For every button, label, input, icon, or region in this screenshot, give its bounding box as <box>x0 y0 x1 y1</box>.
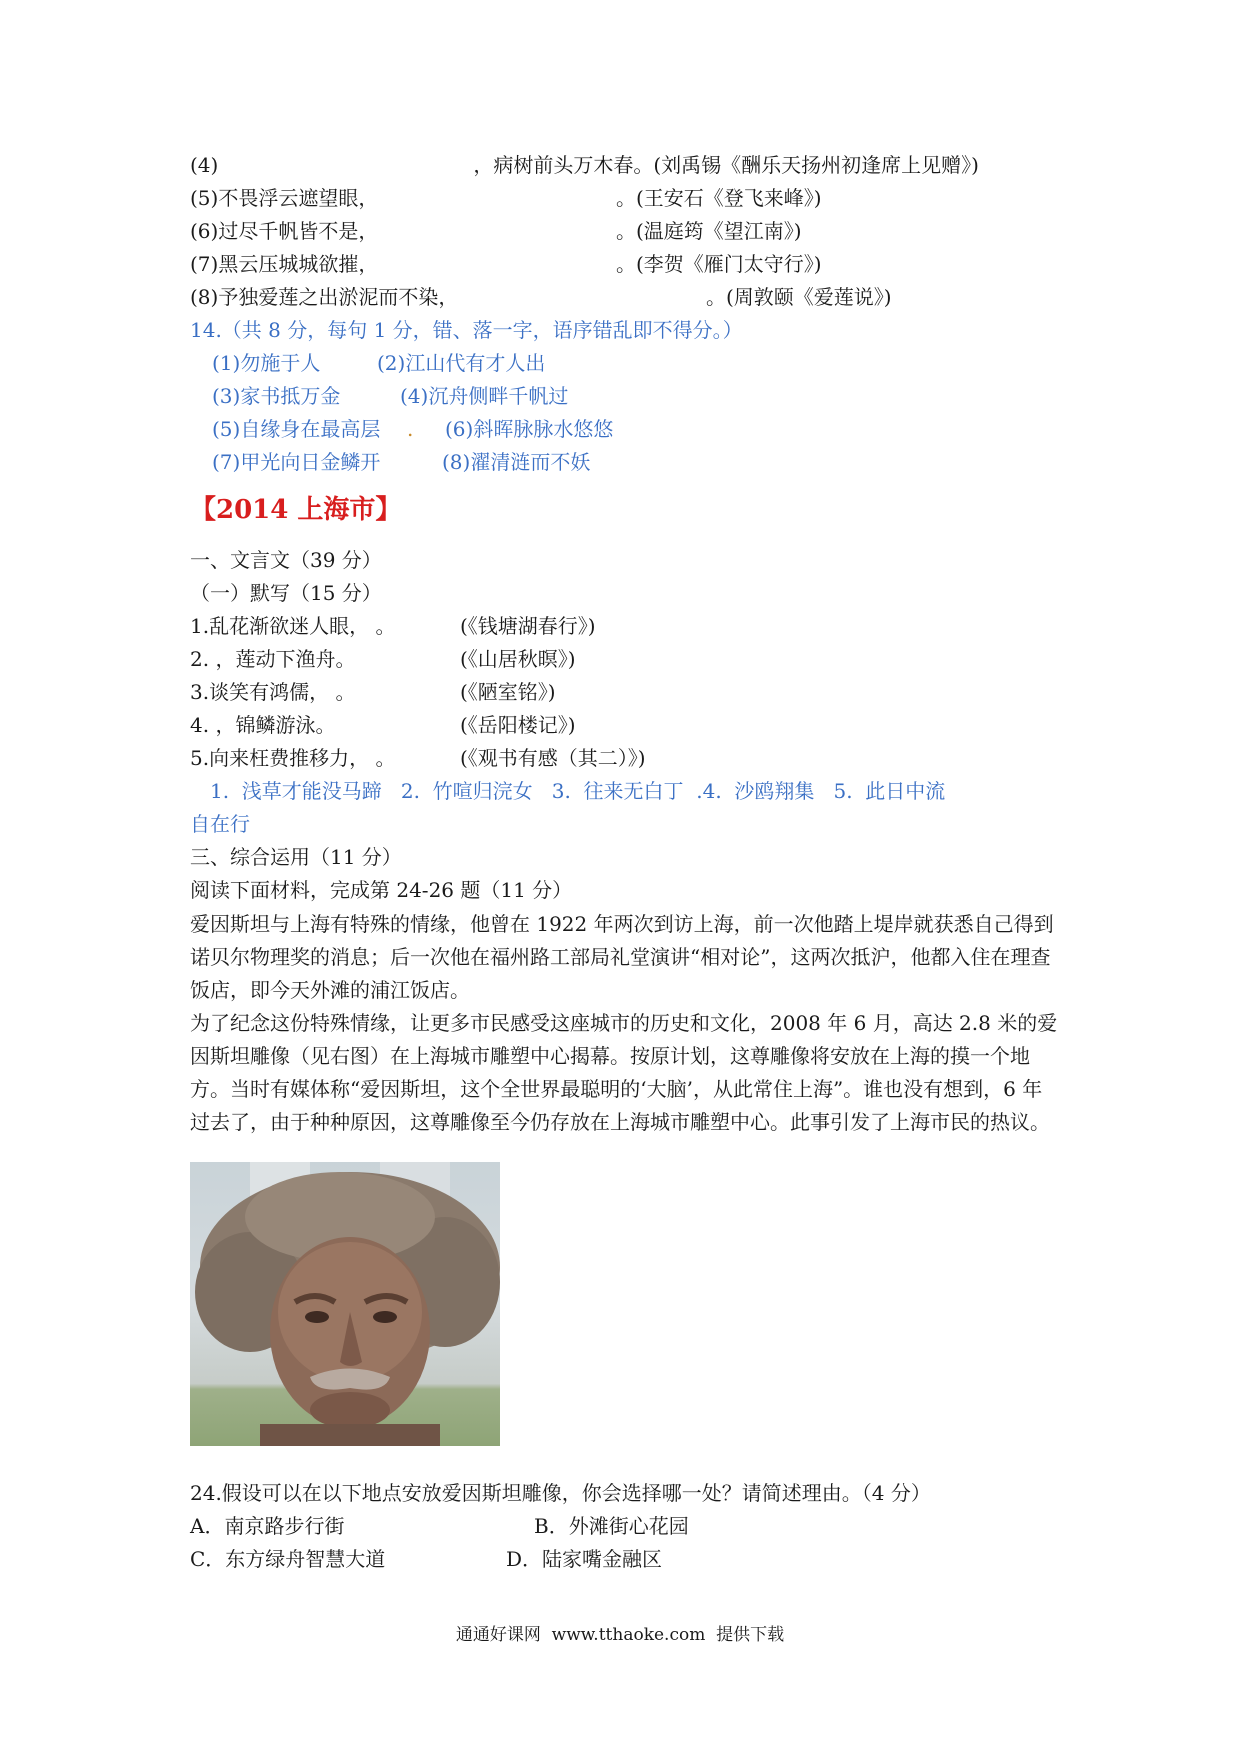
item-source: (《钱塘湖春行》) <box>460 614 596 638</box>
line-source: 。(温庭筠《望江南》) <box>616 219 802 243</box>
zonghe-paragraph-1: 爱因斯坦与上海有特殊的情缘，他曾在 1922 年两次到访上海，前一次他踏上堤岸就获悉自己得到诺贝尔物理奖的消息；后一次他在福州路工部局礼堂演讲“相对论”，这两次抵沪，他都入住在理查饭店，即今天外滩的浦江饭店。 <box>190 912 1054 1002</box>
line-number: (4) <box>190 153 219 177</box>
option-b: B．外滩街心花园 <box>534 1514 689 1538</box>
line-text: ，病树前头万木春。(刘禹锡《酬乐天扬州初逢席上见赠》) <box>473 153 979 177</box>
section-title: 【2014 上海市】 <box>190 495 402 525</box>
answer-item: (7)甲光向日金鳞开 <box>212 450 381 474</box>
poem-line-8 <box>190 282 892 312</box>
line-source: 。(周敦颐《爱莲说》) <box>706 285 892 309</box>
poem-line-4 <box>190 150 979 180</box>
answer-item: (4)沉舟侧畔千帆过 <box>400 384 569 408</box>
item-source: (《观书有感（其二）》) <box>460 746 646 770</box>
option-c: C．东方绿舟智慧大道 <box>190 1547 386 1571</box>
poem-line-5 <box>190 183 822 213</box>
line-number: (8) <box>190 285 219 309</box>
item-source: (《陋室铭》) <box>460 680 556 704</box>
item-question: 2. ，莲动下渔舟。 <box>190 647 356 671</box>
poem-line-7 <box>190 249 822 279</box>
answer-item: (1)勿施于人 <box>212 351 321 375</box>
line-text: 过尽千帆皆不是， <box>218 219 379 243</box>
item-question: 4. ，锦鳞游泳。 <box>190 713 336 737</box>
stray-dot: . <box>407 417 414 441</box>
einstein-bust-image <box>190 1162 500 1446</box>
line-number: (5) <box>190 186 219 210</box>
base-shape <box>260 1424 440 1446</box>
answer-14-row-4 <box>212 447 591 477</box>
einstein-bust-photo <box>190 1162 500 1446</box>
answer-14-row-2 <box>212 381 569 411</box>
answer-item: (3)家书抵万金 <box>212 384 341 408</box>
answer-14-row-3 <box>212 414 614 444</box>
wenyan-title: 一、文言文（39 分） <box>190 548 382 572</box>
q24-option-row-1 <box>190 1511 689 1541</box>
zonghe-paragraph-2: 为了纪念这份特殊情缘，让更多市民感受这座城市的历史和文化，2008 年 6 月，高达 2.8 米的爱因斯坦雕像（见右图）在上海城市雕塑中心揭幕。按原计划，这尊雕像将安放在上海的摸一个地方。当时有媒体称“爱因斯坦，这个全世界最聪明的‘大脑’，从此常住上海”。谁也没有想到，6 年过去了，由于种种原因，这尊雕像至今仍存放在上海城市雕塑中心。此事引发了上海市民的热议。 <box>190 1011 1058 1134</box>
wenyan-sub: （一）默写（15 分） <box>190 581 382 605</box>
zonghe-intro: 阅读下面材料，完成第 24-26 题（11 分） <box>190 878 573 902</box>
line-source: 。(李贺《雁门太守行》) <box>616 252 822 276</box>
poem-line-6 <box>190 216 802 246</box>
line-text: 予独爱莲之出淤泥而不染， <box>218 285 459 309</box>
line-source: 。(王安石《登飞来峰》) <box>616 186 822 210</box>
item-source: (《山居秋暝》) <box>460 647 576 671</box>
wenyan-item-2 <box>190 644 576 674</box>
wenyan-item-5 <box>190 743 646 773</box>
answer-14-header: 14.（共 8 分，每句 1 分，错、落一字，语序错乱即不得分。） <box>190 318 743 342</box>
wenyan-answers-line-1: 1. 浅草才能没马蹄 2. 竹喧归浣女 3. 往来无白丁 .4. 沙鸥翔集 5. 此日中流 <box>210 779 946 803</box>
line-number: (7) <box>190 252 219 276</box>
line-text: 不畏浮云遮望眼， <box>218 186 379 210</box>
answer-item: (8)濯清涟而不妖 <box>442 450 591 474</box>
line-text: 黑云压城城欲摧， <box>218 252 379 276</box>
q24-option-row-2 <box>190 1544 663 1574</box>
option-d: D．陆家嘴金融区 <box>506 1547 663 1571</box>
item-question: 5.向来枉费推移力， 。 <box>190 746 396 770</box>
eye-shape <box>373 1311 397 1323</box>
answer-14-row-1 <box>212 348 546 378</box>
item-question: 3.谈笑有鸿儒， 。 <box>190 680 356 704</box>
item-question: 1.乱花渐欲迷人眼， 。 <box>190 614 396 638</box>
eye-shape <box>305 1311 329 1323</box>
chin-shape <box>310 1392 390 1428</box>
page-footer: 通通好课网 www.tthaoke.com 提供下载 <box>455 1625 785 1645</box>
answer-item: (6)斜晖脉脉水悠悠 <box>445 417 614 441</box>
option-a: A．南京路步行街 <box>190 1514 345 1538</box>
wenyan-item-1 <box>190 611 596 641</box>
answer-item: (2)江山代有才人出 <box>377 351 546 375</box>
answer-item: (5)自缘身在最高层 <box>212 417 381 441</box>
wenyan-item-3 <box>190 677 556 707</box>
line-number: (6) <box>190 219 219 243</box>
wenyan-item-4 <box>190 710 576 740</box>
question-24: 24.假设可以在以下地点安放爱因斯坦雕像，你会选择哪一处？请简述理由。（4 分） <box>190 1481 931 1505</box>
wenyan-answers-line-2: 自在行 <box>190 812 250 836</box>
item-source: (《岳阳楼记》) <box>460 713 576 737</box>
zonghe-title: 三、综合运用（11 分） <box>190 845 402 869</box>
